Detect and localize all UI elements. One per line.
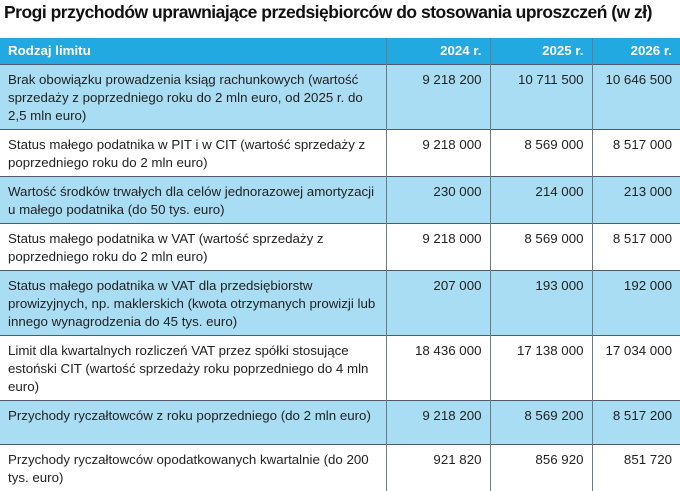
value-2024: 9 218 200	[386, 400, 490, 444]
header-2024: 2024 r.	[386, 38, 490, 64]
table-header	[0, 38, 680, 64]
value-2026: 10 646 500	[592, 64, 680, 129]
value-2025: 214 000	[490, 176, 592, 223]
table-row	[0, 64, 680, 129]
value-2026: 851 720	[592, 444, 680, 491]
table-row	[0, 444, 680, 491]
limit-label: Przychody ryczałtowców z roku poprzedniego (do 2 mln euro)	[0, 400, 386, 444]
limit-label: Status małego podatnika w VAT dla przedsiębiorstw prowizyjnych, np. maklerskich (kwota otrzymanych prowizji lub innego wynagrodzenia do 45 tys. euro)	[0, 270, 386, 335]
limit-label: Status małego podatnika w VAT (wartość sprzedaży z poprzedniego roku do 2 mln euro)	[0, 223, 386, 270]
value-2025: 10 711 500	[490, 64, 592, 129]
value-2024: 9 218 000	[386, 223, 490, 270]
page-title: Progi przychodów uprawniające przedsiębiorców do stosowania uproszczeń (w zł)	[4, 2, 652, 22]
table-row	[0, 223, 680, 270]
limit-label: Limit dla kwartalnych rozliczeń VAT przez spółki stosujące estoński CIT (wartość sprzedaży roku poprzedniego do 4 mln euro)	[0, 335, 386, 400]
value-2025: 8 569 200	[490, 400, 592, 444]
limit-label: Wartość środków trwałych dla celów jednorazowej amortyzacji u małego podatnika (do 50 tys. euro)	[0, 176, 386, 223]
value-2026: 8 517 000	[592, 129, 680, 176]
table-row	[0, 335, 680, 400]
value-2026: 17 034 000	[592, 335, 680, 400]
value-2024: 9 218 200	[386, 64, 490, 129]
table-row	[0, 400, 680, 444]
value-2026: 8 517 200	[592, 400, 680, 444]
value-2025: 8 569 000	[490, 129, 592, 176]
table-row	[0, 270, 680, 335]
value-2025: 856 920	[490, 444, 592, 491]
value-2024: 207 000	[386, 270, 490, 335]
limit-label: Status małego podatnika w PIT i w CIT (wartość sprzedaży z poprzedniego roku do 2 mln euro)	[0, 129, 386, 176]
value-2024: 18 436 000	[386, 335, 490, 400]
value-2026: 8 517 000	[592, 223, 680, 270]
value-2025: 8 569 000	[490, 223, 592, 270]
limits-table	[0, 38, 680, 491]
header-type: Rodzaj limitu	[0, 38, 386, 64]
value-2024: 921 820	[386, 444, 490, 491]
value-2025: 17 138 000	[490, 335, 592, 400]
limit-label: Przychody ryczałtowców opodatkowanych kwartalnie (do 200 tys. euro)	[0, 444, 386, 491]
table-row	[0, 129, 680, 176]
header-2026: 2026 r.	[592, 38, 680, 64]
table-row	[0, 176, 680, 223]
header-2025: 2025 r.	[490, 38, 592, 64]
value-2026: 213 000	[592, 176, 680, 223]
value-2024: 9 218 000	[386, 129, 490, 176]
value-2025: 193 000	[490, 270, 592, 335]
value-2024: 230 000	[386, 176, 490, 223]
limit-label: Brak obowiązku prowadzenia ksiąg rachunkowych (wartość sprzedaży z poprzedniego roku do 2 mln euro, od 2025 r. do 2,5 mln euro)	[0, 64, 386, 129]
value-2026: 192 000	[592, 270, 680, 335]
